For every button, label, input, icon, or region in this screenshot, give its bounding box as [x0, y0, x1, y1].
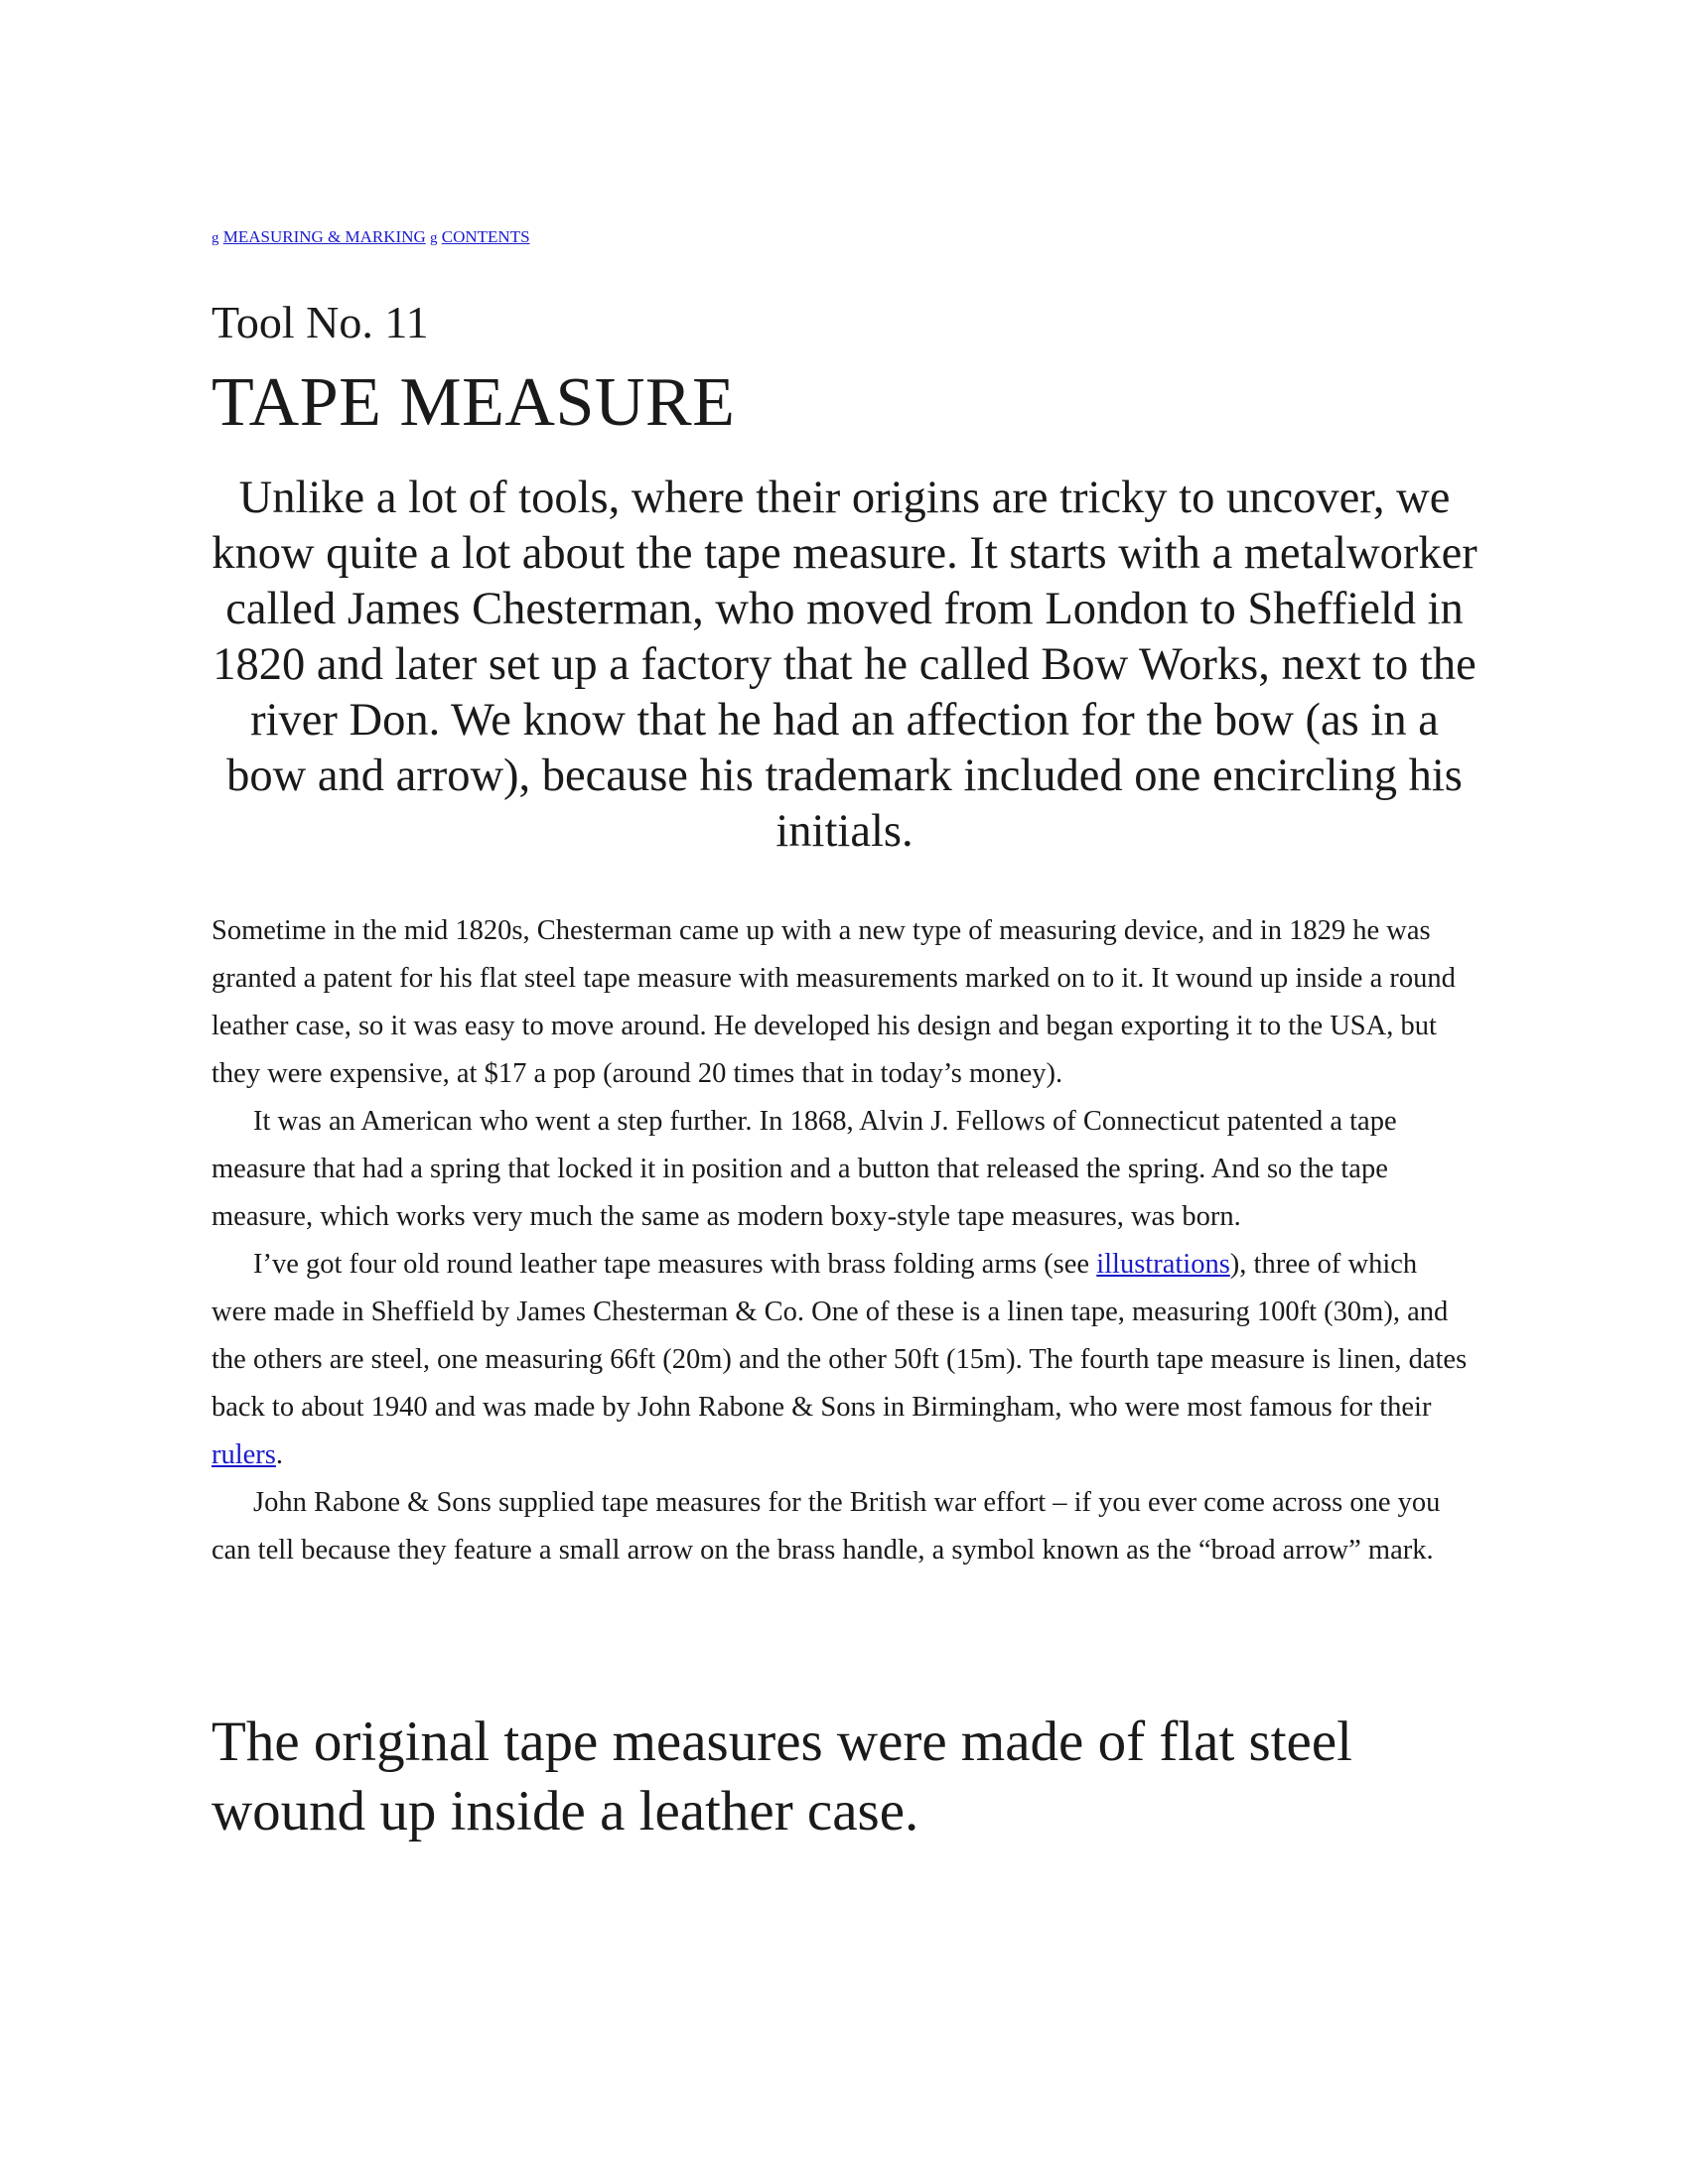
breadcrumb-nav — [211, 226, 530, 249]
body-text — [211, 907, 1477, 1574]
nav-link-measuring-marking[interactable]: MEASURING & MARKING — [222, 227, 426, 246]
pull-quote: The original tape measures were made of flat steel wound up inside a leather case. — [211, 1710, 1352, 1843]
body-text-span: I’ve got four old round leather tape measures with brass folding arms (see — [253, 1249, 1097, 1280]
tool-number: Tool No. 11 — [211, 297, 429, 347]
body-text-span: ), three of which were made in Sheffield by James Chesterman & Co. One of these is a linen tape, measuring 100ft (30m), and the others are steel, one measuring 66ft (20m) and the other 50ft (15m). The fourth tape measure is linen, dates back to about 1940 and was made by John Rabone & Sons in Birmingham, who were most famous for their — [211, 1249, 1468, 1423]
body-paragraph-4: John Rabone & Sons supplied tape measures for the British war effort – if you ever come across one you can tell because they feature a small arrow on the brass handle, a symbol known as the “broad arrow” mark. — [211, 1487, 1441, 1566]
intro-paragraph: Unlike a lot of tools, where their origins are tricky to uncover, we know quite a lot about the tape measure. It starts with a metalworker called James Chesterman, who moved from London to Sheffield in 1820 and later set up a factory that he called Bow Works, next to the river Don. We know that he had an affection for the bow (as in a bow and arrow), because his trademark included one encircling his initials. — [211, 473, 1477, 857]
body-paragraph-1: Sometime in the mid 1820s, Chesterman came up with a new type of measuring device, and in 1829 he was granted a patent for his flat steel tape measure with measurements marked on to it. It wound up inside a round leather case, so it was easy to move around. He developed his design and began exporting it to the USA, but they were expensive, at $17 a pop (around 20 times that in today’s money). — [211, 915, 1456, 1089]
page-title: TAPE MEASURE — [211, 364, 736, 441]
body-paragraph-3 — [211, 1241, 1477, 1479]
nav-bullet: g — [211, 230, 219, 246]
nav-bullet: g — [430, 230, 438, 246]
rulers-link[interactable]: rulers — [211, 1439, 276, 1470]
illustrations-link[interactable]: illustrations — [1096, 1249, 1230, 1280]
body-text-span: . — [275, 1439, 284, 1470]
nav-link-contents[interactable]: CONTENTS — [441, 227, 530, 246]
body-paragraph-2: It was an American who went a step further. In 1868, Alvin J. Fellows of Connecticut patented a tape measure that had a spring that locked it in position and a button that released the spring. And so the tape measure, which works very much the same as modern boxy-style tape measures, was born. — [211, 1106, 1397, 1232]
